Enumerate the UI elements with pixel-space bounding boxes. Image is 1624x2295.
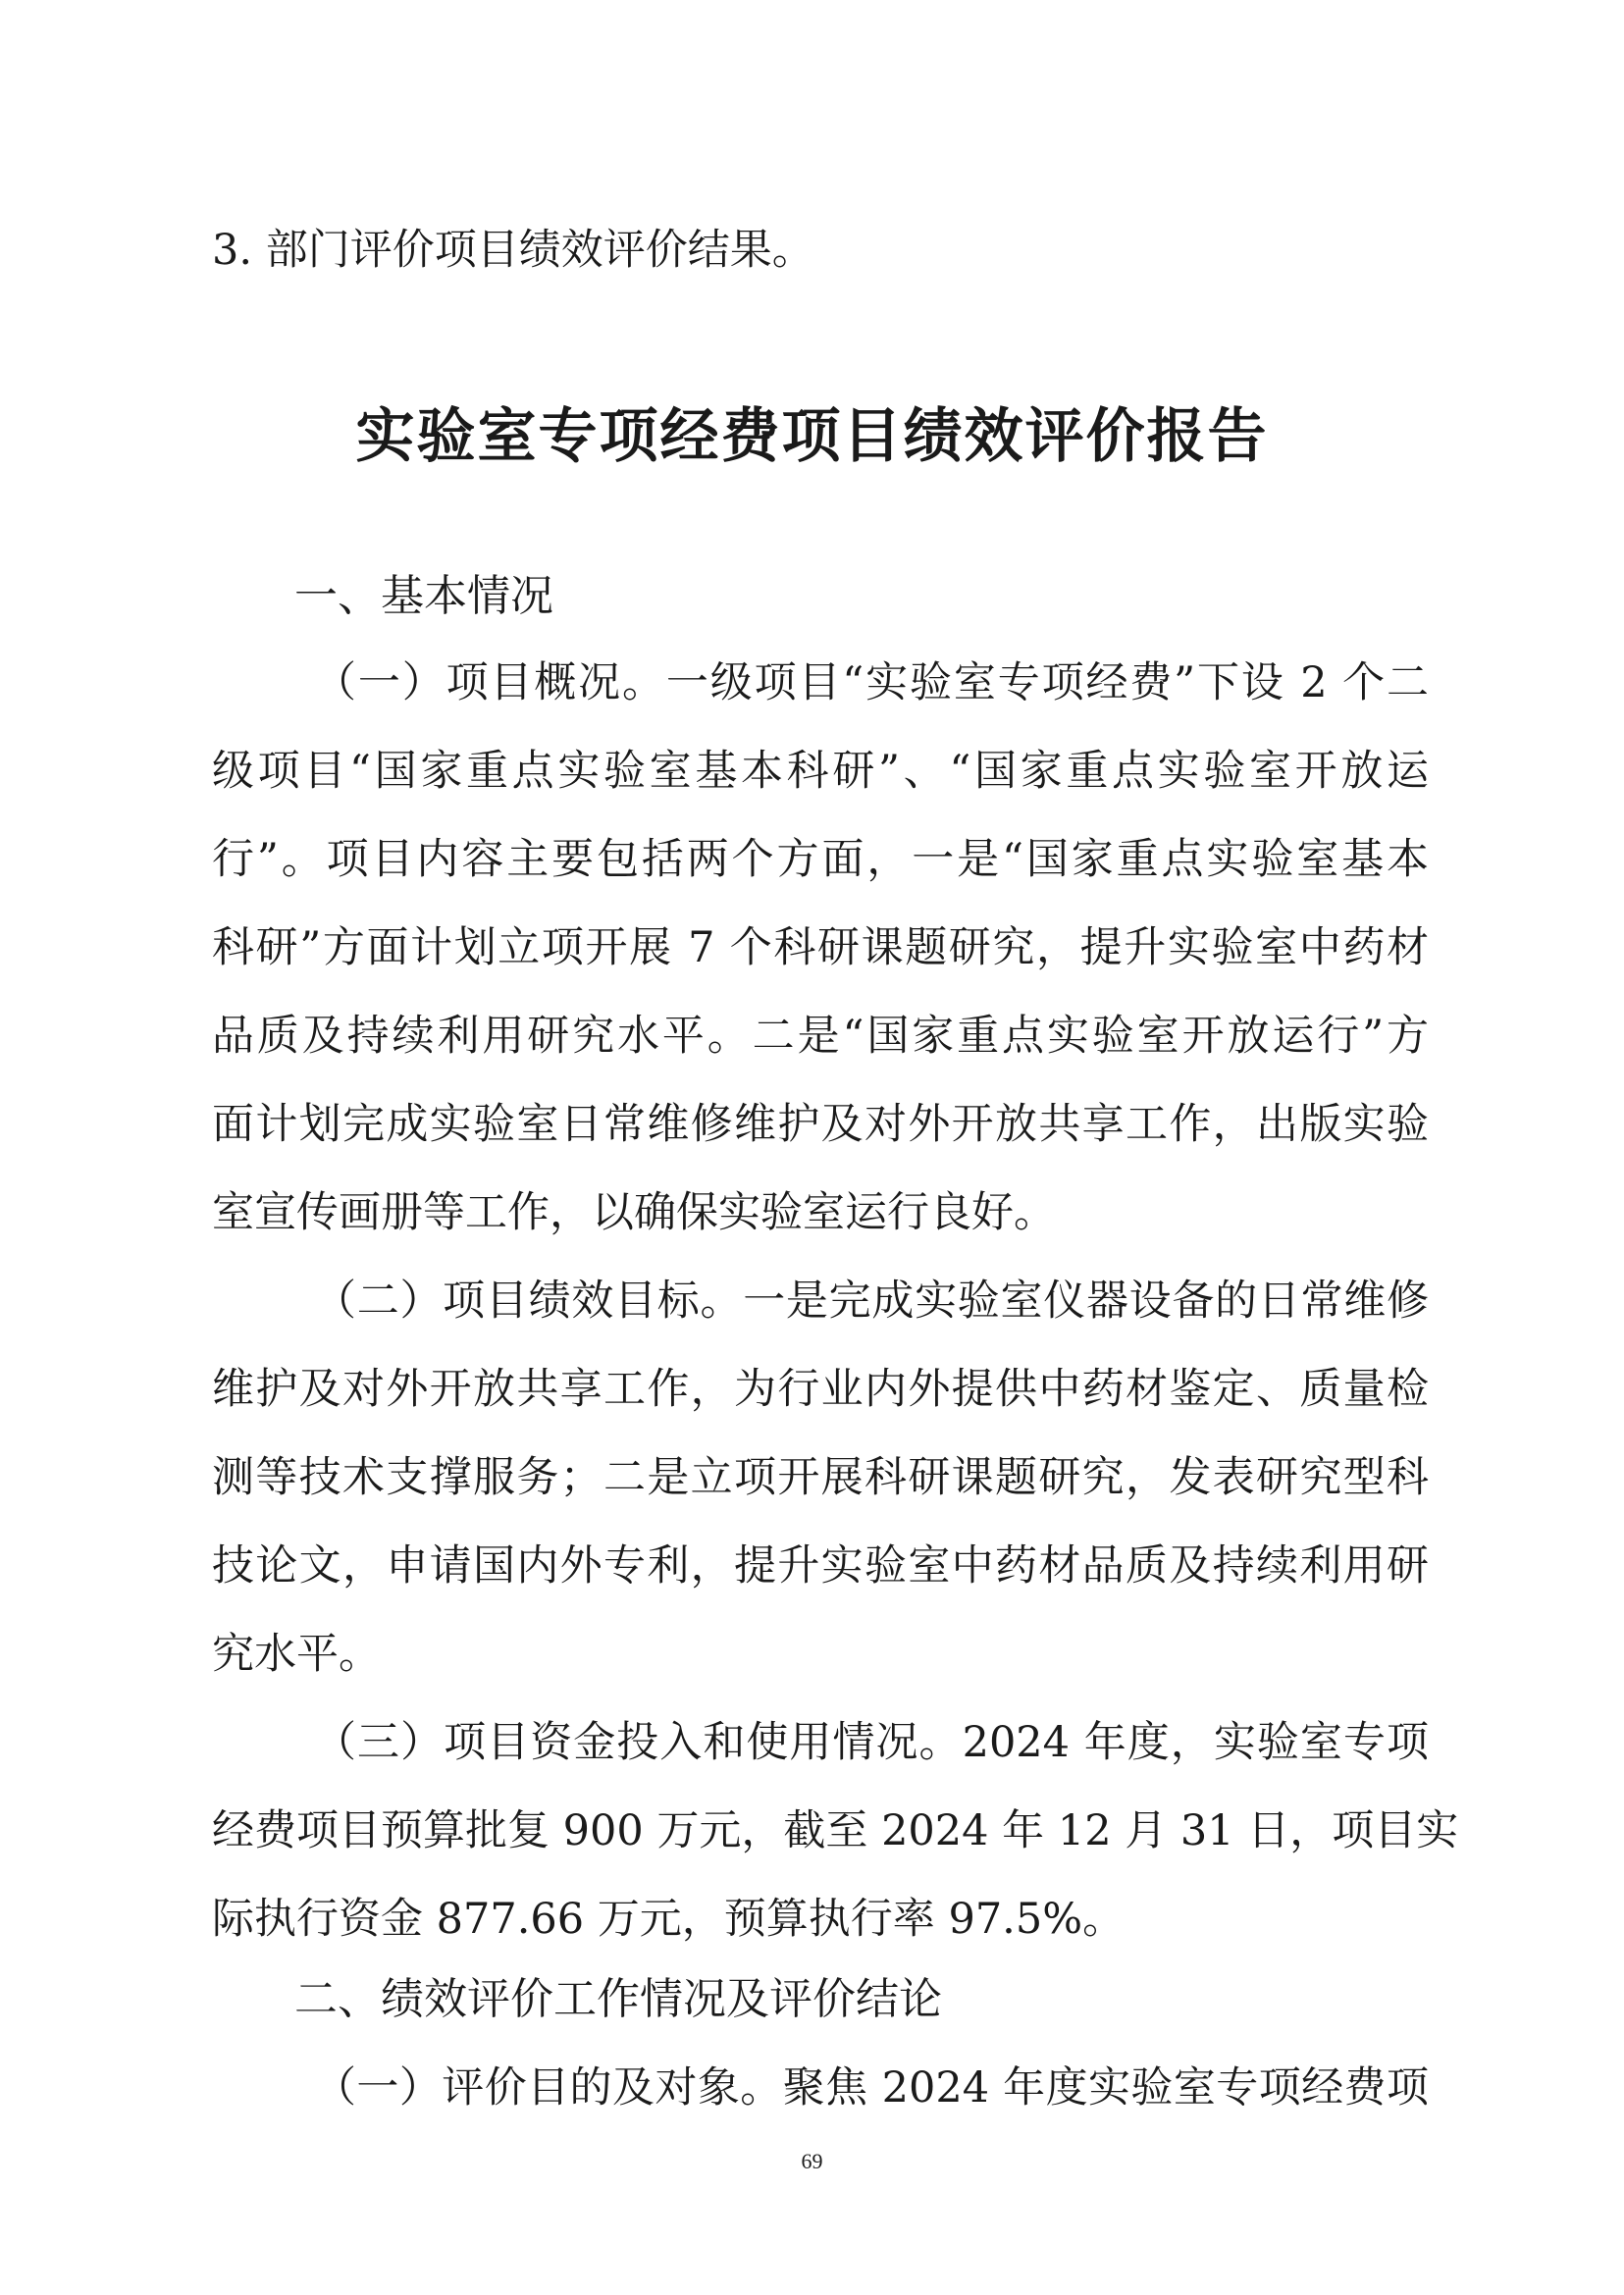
paragraph-line: （二）项目绩效目标。一是完成实验室仪器设备的日常维修 [314,1277,1429,1326]
intro-line: 3. 部门评价项目绩效评价结果。 [212,226,814,275]
paragraph-line: 际执行资金 877.66 万元，预算执行率 97.5%。 [212,1895,1126,1944]
paragraph-line: 级项目“国家重点实验室基本科研”、“国家重点实验室开放运 [212,747,1429,796]
paragraph-line: （一）评价目的及对象。聚焦 2024 年度实验室专项经费项 [314,2063,1429,2112]
paragraph-line: （三）项目资金投入和使用情况。2024 年度，实验室专项 [314,1718,1429,1767]
paragraph-line: 测等技术支撑服务；二是立项开展科研课题研究，发表研究型科 [212,1453,1429,1502]
paragraph-line: 维护及对外开放共享工作，为行业内外提供中药材鉴定、质量检 [212,1365,1429,1414]
paragraph-line: 科研”方面计划立项开展 7 个科研课题研究，提升实验室中药材 [212,923,1429,972]
paragraph-line: （一）项目概况。一级项目“实验室专项经费”下设 2 个二 [314,658,1429,707]
section-2-heading: 二、绩效评价工作情况及评价结论 [294,1974,942,2024]
paragraph-line: 究水平。 [212,1630,381,1679]
paragraph-line: 面计划完成实验室日常维修维护及对外开放共享工作，出版实验 [212,1100,1429,1149]
paragraph-line: 技论文，申请国内外专利，提升实验室中药材品质及持续利用研 [212,1541,1429,1591]
section-1-heading: 一、基本情况 [294,571,553,621]
paragraph-line: 行”。项目内容主要包括两个方面，一是“国家重点实验室基本 [212,835,1429,884]
report-title: 实验室专项经费项目绩效评价报告 [355,402,1269,471]
paragraph-line: 室宣传画册等工作，以确保实验室运行良好。 [212,1188,1056,1237]
page-number: 69 [801,2149,823,2173]
paragraph-line: 经费项目预算批复 900 万元，截至 2024 年 12 月 31 日，项目实 [212,1806,1459,1855]
paragraph-line: 品质及持续利用研究水平。二是“国家重点实验室开放运行”方 [212,1012,1429,1061]
